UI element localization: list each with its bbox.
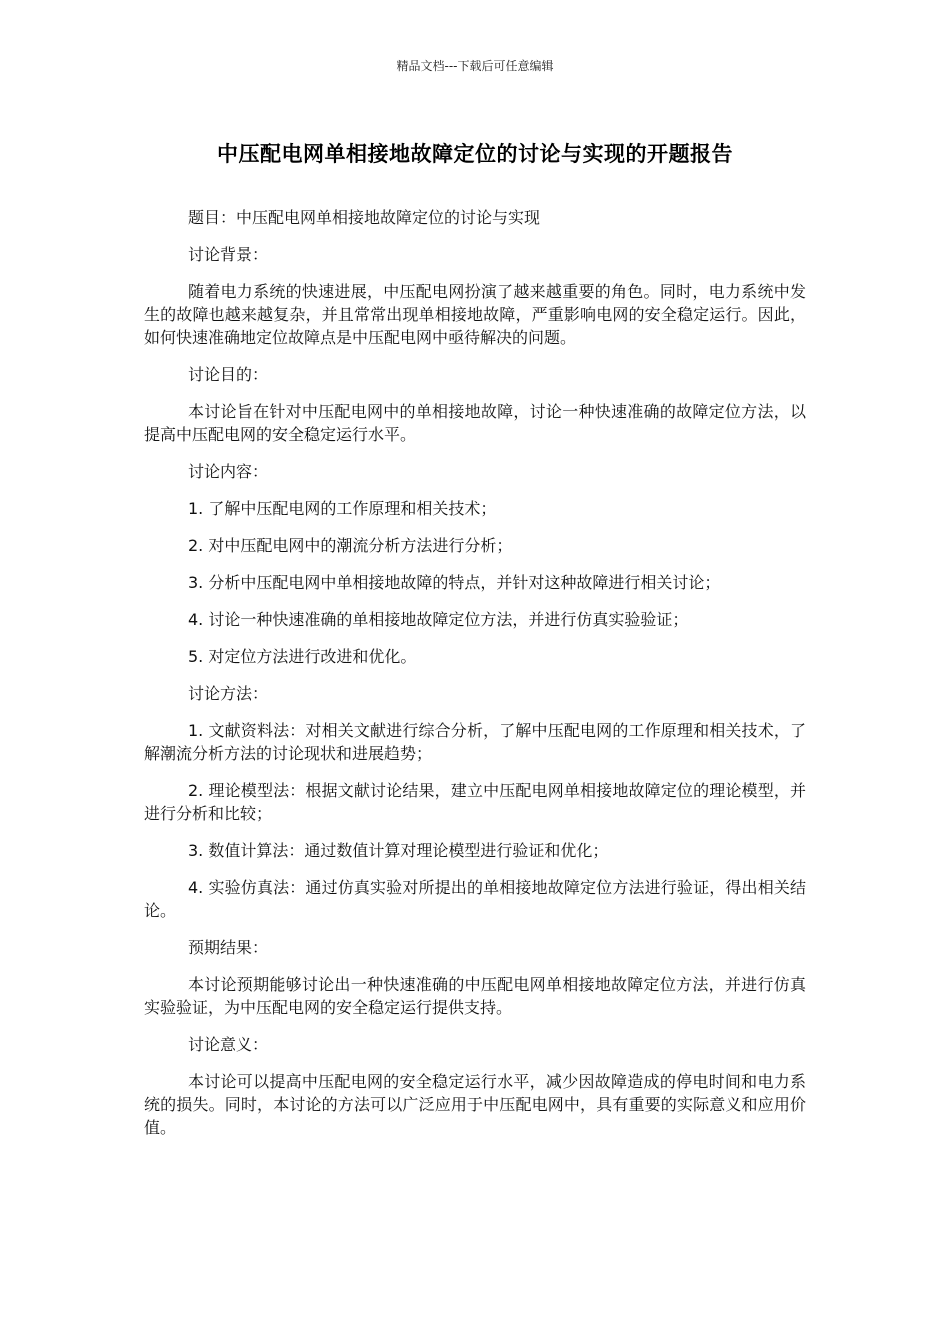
list-item: 4. 讨论一种快速准确的单相接地故障定位方法，并进行仿真实验验证； <box>188 610 689 629</box>
paragraph-topic: 题目：中压配电网单相接地故障定位的讨论与实现 <box>188 208 541 227</box>
list-item: 3. 分析中压配电网中单相接地故障的特点，并针对这种故障进行相关讨论； <box>188 573 721 592</box>
heading-background: 讨论背景： <box>188 245 269 264</box>
paragraph-expected-results: 本讨论预期能够讨论出一种快速准确的中压配电网单相接地故障定位方法，并进行仿真实验验证，为中压配电网的安全稳定运行提供支持。 <box>144 975 806 1017</box>
list-item: 2. 对中压配电网中的潮流分析方法进行分析； <box>188 536 513 555</box>
list-item: 1. 文献资料法：对相关文献进行综合分析，了解中压配电网的工作原理和相关技术，了解潮流分析方法的讨论现状和进展趋势； <box>144 721 806 763</box>
paragraph-background: 随着电力系统的快速进展，中压配电网扮演了越来越重要的角色。同时，电力系统中发生的故障也越来越复杂，并且常常出现单相接地故障，严重影响电网的安全稳定运行。因此，如何快速准确地定位故障点是中压配电网中亟待解决的问题。 <box>144 282 806 347</box>
list-item: 5. 对定位方法进行改进和优化。 <box>188 647 417 666</box>
heading-purpose: 讨论目的： <box>188 365 269 384</box>
list-item: 2. 理论模型法：根据文献讨论结果，建立中压配电网单相接地故障定位的理论模型，并进行分析和比较； <box>144 781 806 823</box>
paragraph-significance: 本讨论可以提高中压配电网的安全稳定运行水平，减少因故障造成的停电时间和电力系统的损失。同时，本讨论的方法可以广泛应用于中压配电网中，具有重要的实际意义和应用价值。 <box>144 1072 806 1137</box>
heading-expected-results: 预期结果： <box>188 938 269 957</box>
paragraph-purpose: 本讨论旨在针对中压配电网中的单相接地故障，讨论一种快速准确的故障定位方法，以提高中压配电网的安全稳定运行水平。 <box>144 402 806 444</box>
page-header: 精品文档---下载后可任意编辑 <box>396 59 554 73</box>
list-item: 4. 实验仿真法：通过仿真实验对所提出的单相接地故障定位方法进行验证，得出相关结论。 <box>144 878 806 920</box>
heading-significance: 讨论意义： <box>188 1035 269 1054</box>
document-body <box>144 206 806 1153</box>
heading-content: 讨论内容： <box>188 462 269 481</box>
list-item: 1. 了解中压配电网的工作原理和相关技术； <box>188 499 497 518</box>
document-title: 中压配电网单相接地故障定位的讨论与实现的开题报告 <box>217 142 733 166</box>
list-item: 3. 数值计算法：通过数值计算对理论模型进行验证和优化； <box>188 841 609 860</box>
heading-method: 讨论方法： <box>188 684 269 703</box>
